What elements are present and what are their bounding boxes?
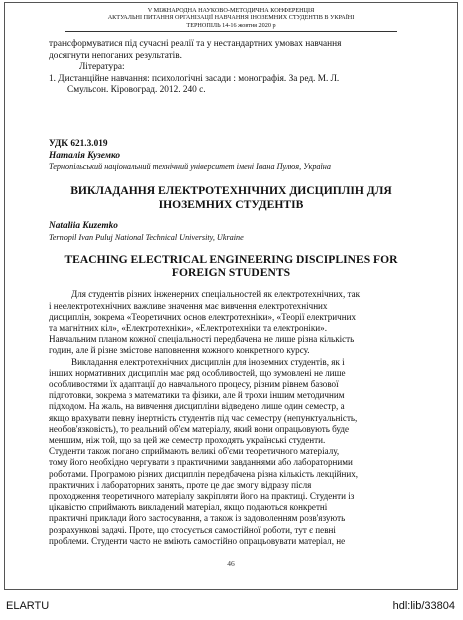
page-content	[49, 39, 413, 547]
document-page	[4, 2, 458, 590]
paragraph-line: необов'язковість), то реальний об'єм матеріалу, який вони опрацьовують буде	[49, 423, 350, 434]
title-ua-line: ІНОЗЕМНИХ СТУДЕНТІВ	[158, 197, 304, 211]
paragraph-line: та магнітних кіл», «Електротехніки», «Електротехніки та електроніки».	[49, 322, 327, 333]
udk-code: УДК 621.3.019	[49, 138, 108, 149]
title-ua	[49, 184, 413, 211]
paragraph-line: проблеми. Студенти часто не вміють самостійно опрацьовувати матеріал, не	[49, 535, 346, 546]
paragraph-line: годин, але й різне змістове наповнення кожного конкретного курсу.	[49, 345, 310, 356]
affiliation-en: Ternopil Ivan Puluj National Technical University, Ukraine	[49, 232, 244, 242]
author-ua: Наталія Куземко	[49, 150, 121, 161]
paragraph-line: Викладання електротехнічних дисциплін для іноземних студентів, як і	[71, 356, 345, 367]
literature-line: Смульсон. Кіровоград. 2012. 240 с.	[67, 85, 206, 96]
paragraph-line: проходження теоретичного матеріалу закріпляти його на практиці. Студенти із	[49, 491, 355, 502]
title-en-line: FOREIGN STUDENTS	[171, 265, 291, 279]
literature-title: Література:	[79, 62, 125, 73]
paragraph-line: меншим, ніж той, що за цей же семестр проходять українські студенти.	[49, 435, 326, 446]
paragraph-line: дисциплін, зокрема «Теоретичних основ електротехніки», «Теорії електричних	[49, 311, 357, 322]
paragraph-line: підходом. На жаль, на вивчення дисципліни відведено лише один семестр, а	[49, 401, 345, 412]
paragraph-line: якщо врахувати певну інертність студентів під час семестру (непунктуальність,	[49, 412, 358, 423]
paragraph-line: розрахункові задачі. Проте, що стосується самостійної роботи, тут є певні	[49, 524, 336, 535]
title-en-line: TEACHING ELECTRICAL ENGINEERING DISCIPLINES FOR	[64, 252, 398, 266]
viewer-footer	[0, 596, 463, 620]
paragraph-line: підготовки, зокрема з математики та фізики, але й трохи іншим методичним	[49, 390, 345, 401]
affiliation-ua: Тернопільський національний технічний університет імені Івана Пулюя, Україна	[49, 162, 331, 172]
header-line-3: ТЕРНОПІЛЬ 14-16 жовтня 2020 р	[186, 21, 276, 29]
paragraph-1	[49, 289, 413, 356]
paragraph-line: Навчальним планом кожної спеціальності передбачена не лише різна кількість	[49, 334, 355, 345]
paragraph-line: цікавістю сприймають викладений матеріал, якщо подаються конкретні	[49, 502, 328, 513]
header-line-1: V МІЖНАРОДНА НАУКОВО-МЕТОДИЧНА КОНФЕРЕНЦІЯ	[147, 7, 315, 14]
paragraph-line: практичні приклади його застосування, а також із задоволенням розв'язують	[49, 513, 346, 524]
paragraph-2	[49, 357, 413, 547]
paragraph-line: особливостями їх адаптації до навчального процесу, різним рівнем базової	[49, 379, 339, 389]
handle-id: hdl:lib/33804	[392, 600, 455, 612]
conference-header	[65, 7, 397, 32]
literature-line: 1. Дистанційне навчання: психологічні засади : монографія. За ред. М. Л.	[49, 73, 340, 84]
paragraph-line: практичних і лабораторних занять, проте це дає змогу відразу після	[49, 479, 312, 490]
intro-paragraph	[49, 39, 413, 62]
title-ua-line: ВИКЛАДАННЯ ЕЛЕКТРОТЕХНІЧНИХ ДИСЦИПЛІН ДЛЯ	[70, 184, 392, 198]
header-line-2: АКТУАЛЬНІ ПИТАННЯ ОРГАНІЗАЦІЇ НАВЧАННЯ ІНОЗЕМНИХ СТУДЕНТІВ В УКРАЇНІ	[107, 14, 355, 22]
intro-line: трансформуватися під сучасні реалії та у нестандартних умовах навчання	[49, 39, 342, 49]
literature-item	[49, 74, 413, 97]
paragraph-line: тому його необхідно чергувати з практичними завданнями або лабораторними	[49, 457, 353, 468]
paragraph-line: Для студентів різних інженерних спеціальностей як електротехнічних, так	[71, 289, 361, 300]
title-en	[49, 253, 413, 280]
paragraph-line: Студенти також погано сприймають великі об'єми теоретичного матеріалу,	[49, 446, 340, 457]
intro-line: досягнути непоганих результатів.	[49, 50, 182, 61]
page-number: 46	[227, 559, 235, 568]
paragraph-line: і неелектротехнічних важливе значення має вивчення електротехнічних	[49, 300, 328, 311]
repository-name: ELARTU	[6, 600, 50, 612]
author-en: Nataliia Kuzemko	[49, 220, 118, 231]
paragraph-line: роботами. Програмою різних дисциплін передбачена різна кількість лекційних,	[49, 468, 359, 479]
paragraph-line: інших нормативних дисциплін має ряд особливостей, що зумовлені не лише	[49, 367, 346, 378]
